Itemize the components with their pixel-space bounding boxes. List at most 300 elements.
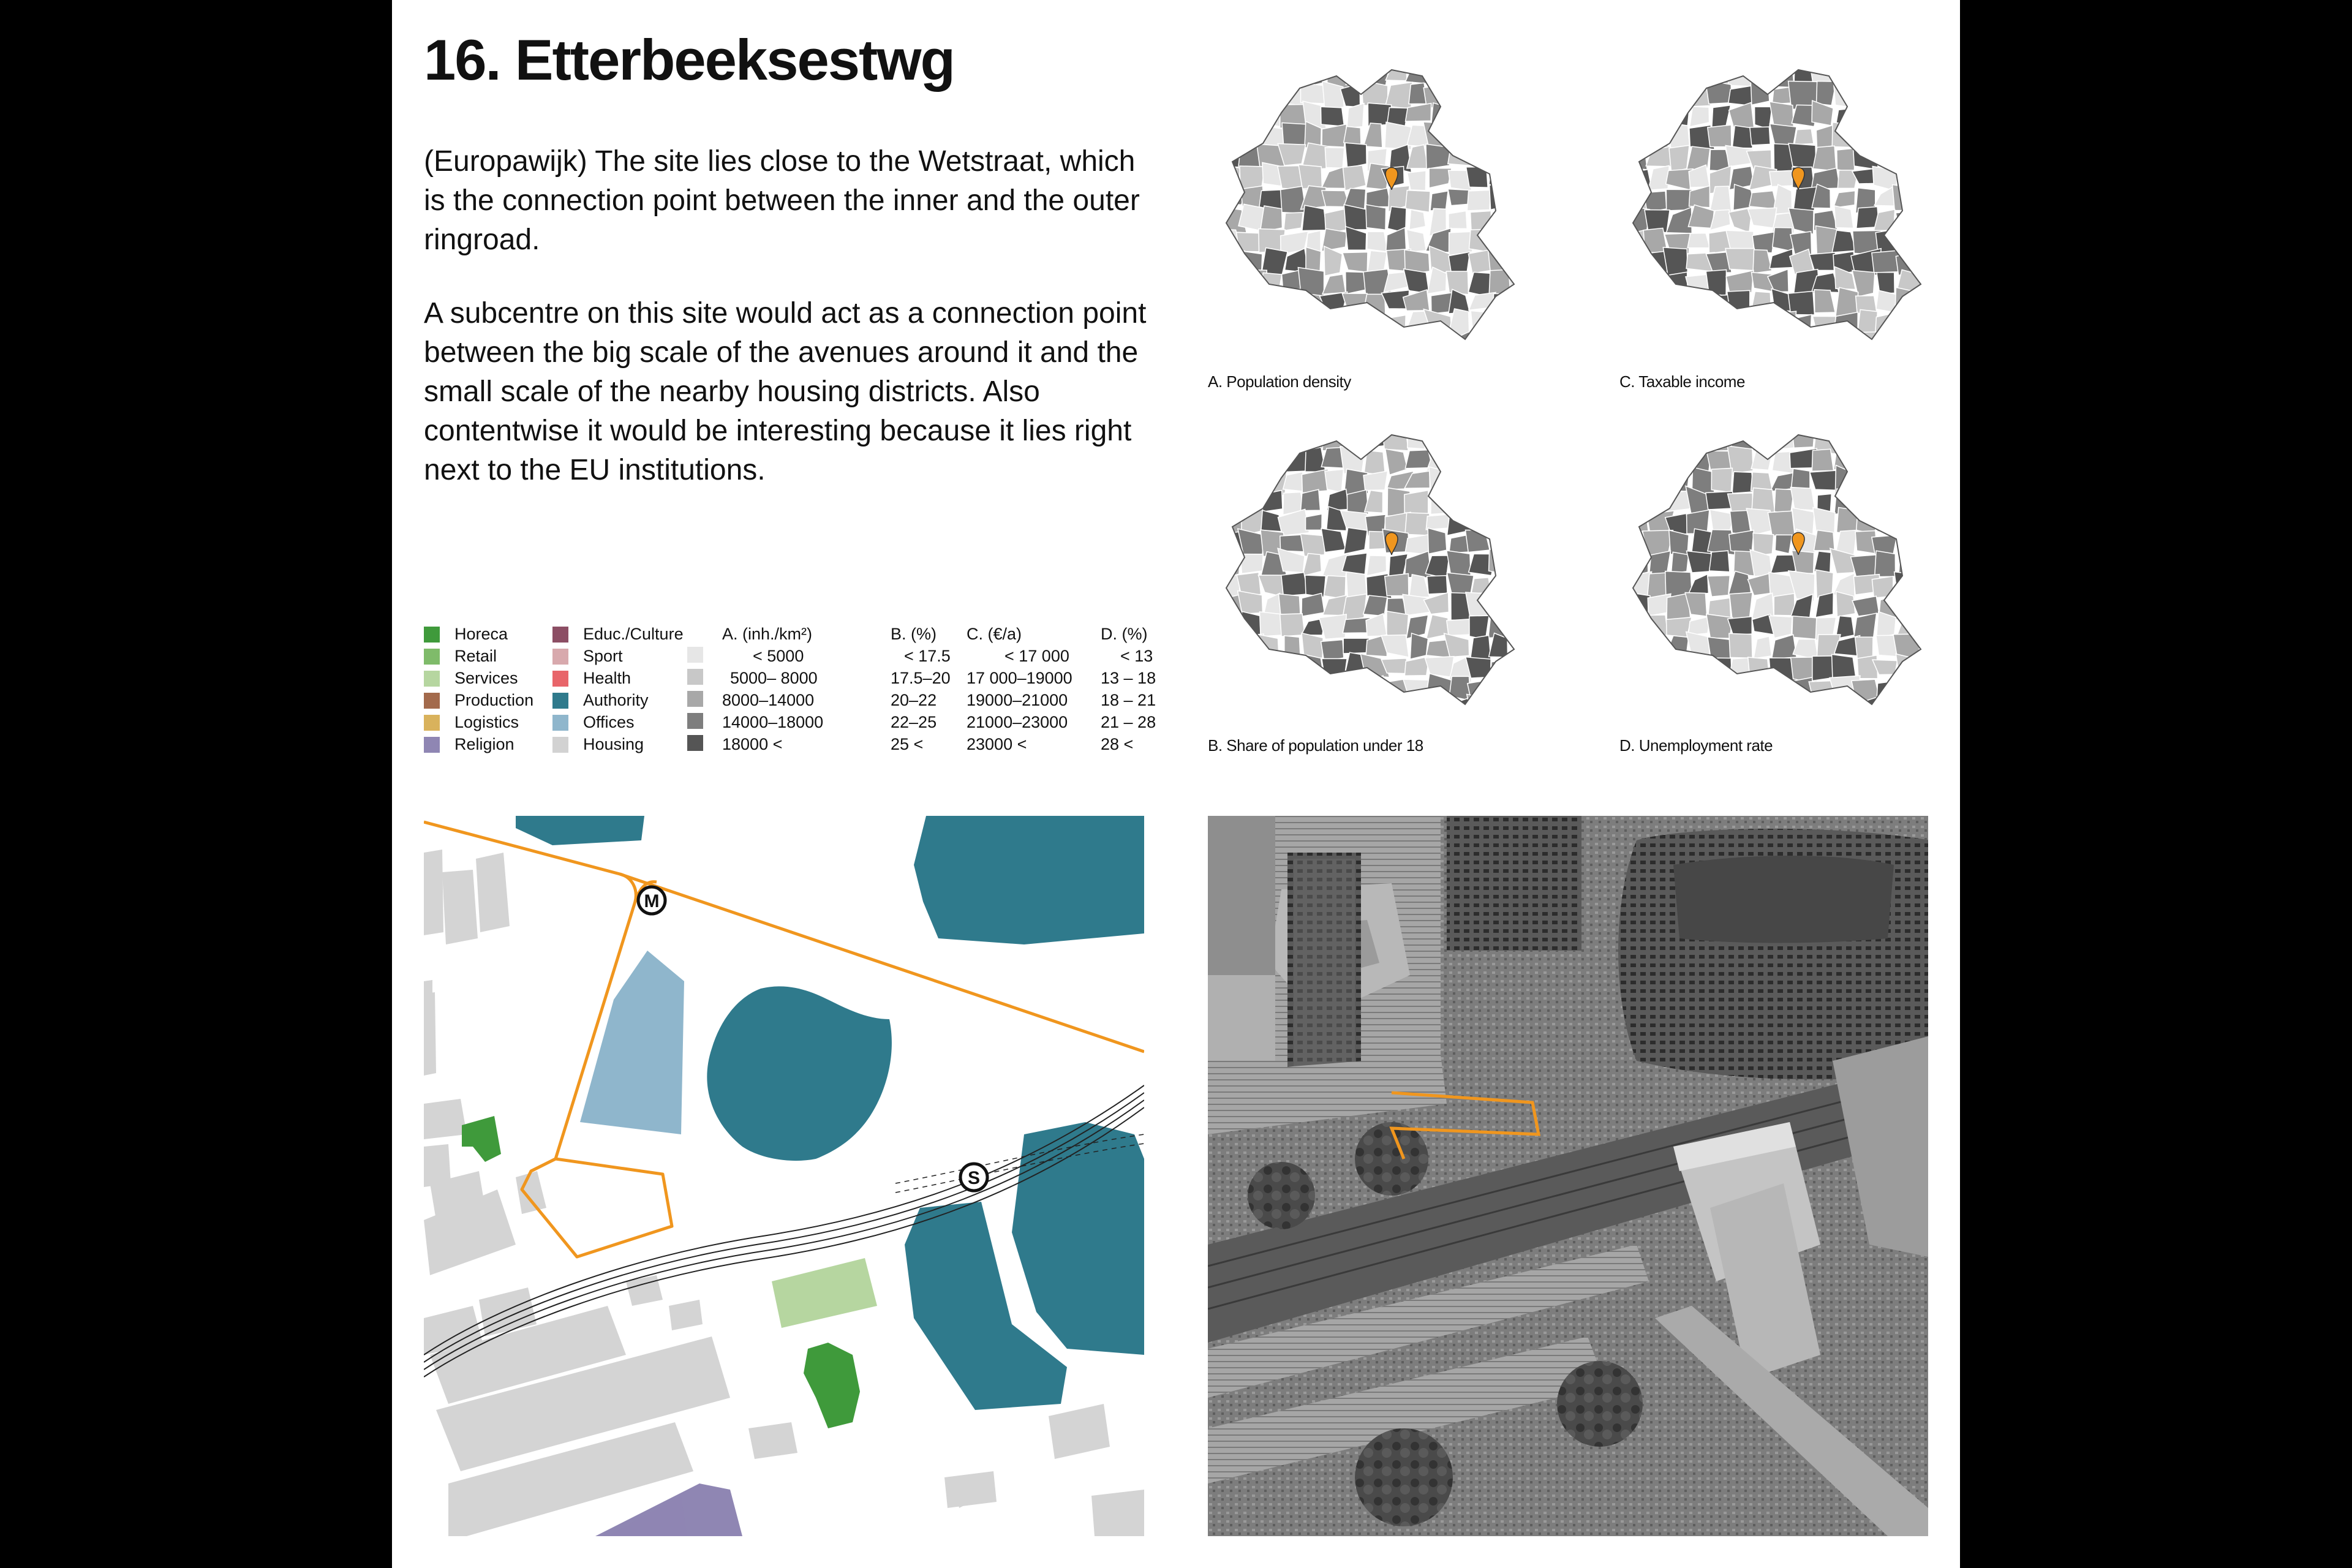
district-cell [1281,720,1303,735]
district-cell [1898,226,1921,255]
district-cell [1302,469,1328,493]
density-cell: 22–25 [891,713,937,731]
district-cell [1855,465,1877,491]
district-cell [1850,83,1875,107]
district-cell [1729,102,1754,129]
legend-label: Sport [583,647,623,665]
district-cell [1690,107,1709,127]
district-cell [1220,658,1240,683]
district-cell [1326,334,1343,356]
district-cell [1872,103,1900,126]
district-cell [1814,290,1835,313]
district-cell [1261,447,1289,473]
district-cell [1646,290,1670,316]
district-cell [1493,530,1513,554]
intro-paragraph: (Europawijk) The site lies close to the Wetstraat, which is the connection point between the inner and the outer ringroad. [424,145,1140,256]
district-cell [1666,290,1694,314]
district-cell [1283,676,1302,701]
district-cell [1877,514,1899,535]
district-cell [1648,165,1669,190]
district-cell [1238,591,1263,614]
district-cell [1260,291,1285,315]
district-cell [1466,592,1493,618]
district-cell [1240,329,1262,359]
district-cell [1325,699,1345,722]
district-cell [1623,679,1648,702]
district-cell [1218,494,1241,516]
district-cell [1898,446,1918,472]
district-cell [1644,337,1670,353]
district-cell [1645,677,1664,698]
district-cell [1725,249,1755,271]
density-header-b: B. (%) [891,625,937,643]
district-cell [1893,185,1921,211]
legend-swatch [424,649,440,665]
district-cell [1237,720,1267,735]
district-cell [1755,107,1772,129]
district-cell [1319,614,1346,639]
district-cell [1815,719,1836,735]
district-cell [1465,356,1491,370]
district-cell [1444,122,1472,148]
district-cell [1730,592,1753,620]
district-cell [1325,469,1344,492]
density-cell: 25 < [891,735,924,753]
site-plan-drawing [424,816,1144,1536]
district-cell [1363,336,1389,355]
district-cell [1915,722,1933,735]
district-cell [1280,657,1308,679]
district-cell [1649,63,1669,81]
legend-label: Retail [454,647,497,665]
district-cell [1921,271,1933,293]
district-cell [1509,292,1526,311]
district-cell [1404,351,1427,370]
district-cell [1916,634,1933,655]
district-cell [1855,449,1873,470]
density-swatch [687,647,703,663]
map-caption-b: B. Share of population under 18 [1208,736,1423,755]
district-cell [1668,314,1694,334]
district-cell [1448,146,1473,165]
district-cell [1281,288,1303,316]
district-cell [1729,633,1752,658]
district-cell [1646,698,1673,722]
district-cell [1643,493,1669,513]
district-cell [1404,490,1428,514]
district-cell [1687,233,1709,248]
station-label: S [967,1168,981,1188]
district-cell [1303,698,1324,722]
district-cell [1217,270,1239,294]
district-cell [1669,530,1689,556]
district-cell [1626,311,1653,337]
district-cell [1449,105,1472,126]
legend-item [552,691,649,710]
district-cell [1242,611,1261,637]
district-cell [1449,211,1467,228]
district-cell [1512,655,1526,677]
district-cell [1403,697,1432,720]
district-cell [1874,450,1902,470]
district-cell [1444,447,1471,472]
district-cell [1857,655,1877,679]
district-cell [1322,274,1346,295]
district-cell [1643,471,1672,495]
district-cell [1256,314,1280,335]
district-cell [1898,718,1918,735]
brussels-map-taxable-income [1615,51,1933,370]
district-cell [1666,426,1689,452]
district-cell [1918,450,1933,475]
district-cell [1306,514,1322,530]
district-cell [1643,272,1667,297]
district-cell [1492,124,1515,149]
district-cell [1857,429,1873,445]
district-cell [1409,209,1426,230]
district-cell [1215,552,1240,576]
district-cell [1727,314,1749,337]
district-cell [1242,102,1267,129]
district-cell [1913,86,1933,103]
district-cell [1468,423,1493,453]
legend-label: Production [454,691,534,709]
site-location-pin-icon [1385,168,1398,190]
district-cell [1879,355,1900,370]
district-cell [1774,489,1794,514]
district-cell [1489,164,1516,188]
density-swatch [687,735,703,751]
district-cell [1341,355,1362,370]
district-cell [1770,124,1796,146]
district-cell [1854,104,1875,127]
horeca-block [804,1343,860,1428]
district-cell [1512,353,1526,370]
district-cell [1280,614,1305,636]
district-cell [1506,511,1526,537]
district-cell [1220,355,1240,370]
district-cell [1748,718,1775,735]
district-cell [1833,191,1855,208]
district-cell [1488,450,1512,469]
district-cell [1646,312,1668,337]
district-cell [1624,288,1647,310]
district-cell [1511,81,1526,107]
district-cell [1467,190,1490,211]
district-cell [1221,676,1244,698]
district-cell [1875,551,1896,577]
district-cell [1629,430,1646,452]
district-cell [1624,272,1649,290]
district-cell [1623,85,1648,107]
district-cell [1363,701,1392,721]
density-cell: 5000– 8000 [730,669,818,687]
district-cell [1383,701,1409,722]
district-cell [1468,470,1495,494]
district-cell [1898,532,1920,559]
district-cell [1488,611,1511,638]
district-cell [1365,315,1384,339]
district-cell [1726,334,1751,355]
district-cell [1403,719,1431,735]
district-cell [1446,271,1468,295]
district-cell [1216,718,1244,735]
site-plan-map [424,816,1144,1536]
district-cell [1428,65,1451,84]
map-caption-a: A. Population density [1208,372,1351,391]
district-cell [1812,449,1833,471]
legend-item [552,713,635,732]
district-cell [1727,290,1750,315]
district-cell [1915,488,1933,513]
district-cell [1792,616,1820,639]
district-cell [1510,146,1526,167]
density-cell: 13 – 18 [1101,669,1156,687]
district-cell [1468,680,1489,703]
density-header-d: D. (%) [1101,625,1148,643]
district-cell [1490,333,1515,355]
district-cell [1489,86,1513,104]
district-cell [1365,358,1389,370]
district-cell [1666,189,1692,211]
district-cell [1447,573,1474,595]
district-cell [1403,679,1431,699]
district-cell [1837,148,1855,173]
district-cell [1429,467,1455,494]
district-cell [1854,352,1877,370]
district-cell [1513,333,1526,353]
intro-paragraph-2: A subcentre on this site would act as a connection point between the big scale of the avenues around it and the small scale of the nearby housing districts. Also contentwise it would be interesting because it lies right next to the EU institutions. [424,297,1147,486]
district-cell [1306,247,1321,271]
district-cell [1259,680,1286,704]
legend-item [552,735,644,754]
district-cell [1343,638,1369,654]
district-cell [1919,226,1933,252]
district-cell [1895,592,1920,615]
district-cell [1707,720,1736,735]
district-cell [1303,654,1324,682]
district-cell [1629,66,1645,81]
district-cell [1507,228,1526,257]
district-cell [1877,141,1896,167]
district-cell [1920,166,1933,192]
district-cell [1324,246,1343,276]
district-cell [1306,312,1322,336]
district-cell [1899,165,1920,188]
district-cell [1343,315,1370,333]
district-cell [1896,309,1921,339]
district-cell [1511,190,1526,214]
district-cell [1729,658,1751,680]
district-cell [1894,572,1924,597]
aerial-photo-drawing [1208,816,1928,1536]
legend-swatch [424,715,440,731]
density-cell: 18 – 21 [1101,691,1156,709]
district-cell [1856,510,1877,534]
district-cell [1321,677,1344,701]
district-cell [1278,429,1306,452]
legend-label: Educ./Culture [583,625,684,643]
legend-swatch [552,693,568,709]
district-cell [1795,699,1816,722]
district-cell [1876,329,1896,356]
district-cell [1915,590,1933,615]
district-cell [1430,699,1449,723]
district-cell [1920,511,1933,536]
district-cell [1471,718,1497,735]
district-cell [1222,82,1243,106]
district-cell [1875,85,1898,104]
district-cell [1749,682,1777,701]
district-cell [1242,87,1261,108]
district-cell [1834,330,1856,360]
district-cell [1918,555,1933,577]
district-cell [1877,695,1895,725]
district-cell [1688,66,1708,88]
district-cell [1914,124,1933,152]
district-cell [1490,467,1516,494]
district-cell [1917,103,1933,126]
district-cell [1492,107,1512,129]
district-cell [1449,252,1470,273]
district-cell [1893,466,1917,493]
district-cell [1389,334,1412,356]
district-cell [1813,146,1836,171]
offices-block [580,951,684,1134]
district-cell [1918,208,1933,232]
legend-item [424,691,533,710]
legend-label: Services [454,669,518,687]
district-cell [1628,639,1651,662]
district-cell [1666,207,1692,233]
district-cell [1895,287,1917,314]
district-cell [1672,332,1689,353]
legend-swatch [552,649,568,665]
district-cell [1325,148,1344,168]
district-cell [1300,679,1326,699]
district-cell [1809,252,1837,271]
district-cell [1726,270,1754,293]
district-cell [1240,554,1263,574]
district-cell [1711,315,1735,333]
district-cell [1814,551,1831,573]
legend-label: Horeca [454,625,508,643]
district-cell [1811,168,1839,189]
legend-item [424,735,514,754]
district-cell [1915,677,1933,701]
district-cell [1686,290,1706,315]
district-cell [1898,332,1919,357]
district-cell [1238,311,1265,337]
district-cell [1508,447,1526,472]
district-cell [1468,250,1490,273]
district-cell [1324,576,1346,599]
legend-item [424,713,519,732]
district-cell [1916,250,1933,276]
district-cell [1627,507,1648,532]
density-cell: 19000–21000 [967,691,1068,709]
district-cell [1513,312,1526,334]
density-header-c: C. (€/a) [967,625,1022,643]
district-cell [1790,488,1815,511]
district-cell [1749,315,1773,338]
district-cell [1261,429,1287,453]
district-cell [1664,62,1691,84]
district-cell [1405,66,1433,85]
legend-swatch [552,737,568,753]
district-cell [1754,337,1772,354]
district-cell [1795,129,1814,145]
district-cell [1241,489,1265,510]
district-cell [1624,145,1647,170]
district-cell [1363,123,1382,148]
district-cell [1509,61,1526,86]
district-cell [1915,66,1933,82]
district-cell [1625,353,1652,370]
choropleth-map-b [1208,417,1526,747]
legend-item [552,625,684,644]
district-cell [1217,293,1241,314]
district-cell [1239,62,1264,88]
district-cell [1262,696,1286,718]
legend-swatch [552,627,568,643]
density-cell: < 17 000 [1005,647,1069,665]
district-cell [1770,716,1795,735]
district-cell [1444,355,1474,370]
district-cell [1345,143,1366,168]
district-cell [1408,171,1426,190]
district-cell [1916,655,1933,681]
district-cell [1321,639,1344,661]
district-cell [1709,551,1730,572]
district-cell [1712,354,1732,370]
district-cell [1816,81,1836,105]
district-cell [1706,270,1726,296]
district-cell [1732,715,1752,735]
district-cell [1670,356,1689,370]
district-cell [1510,490,1526,514]
district-cell [1898,124,1915,149]
district-cell [1218,314,1244,337]
district-cell [1711,658,1732,679]
density-cell: 14000–18000 [722,713,824,731]
district-cell [1428,528,1447,554]
religion-block [608,1496,687,1536]
district-cell [1899,679,1921,698]
district-cell [1284,696,1307,722]
district-cell [1281,573,1308,596]
district-cell [1507,105,1526,129]
district-cell [1730,696,1749,718]
district-cell [1284,213,1303,231]
district-cell [1834,350,1860,370]
district-cell [1512,715,1526,735]
district-cell [1754,636,1771,658]
district-cell [1773,227,1793,251]
district-cell [1708,125,1732,147]
district-cell [1622,591,1650,617]
district-cell [1667,82,1694,105]
density-cell: 20–22 [891,691,937,709]
district-cell [1222,330,1240,356]
district-cell [1834,206,1853,228]
legend-swatch [424,737,440,753]
district-cell [1431,426,1452,447]
district-cell [1626,105,1649,127]
density-cell: < 5000 [753,647,804,665]
district-cell [1343,165,1366,190]
district-cell [1790,720,1815,735]
